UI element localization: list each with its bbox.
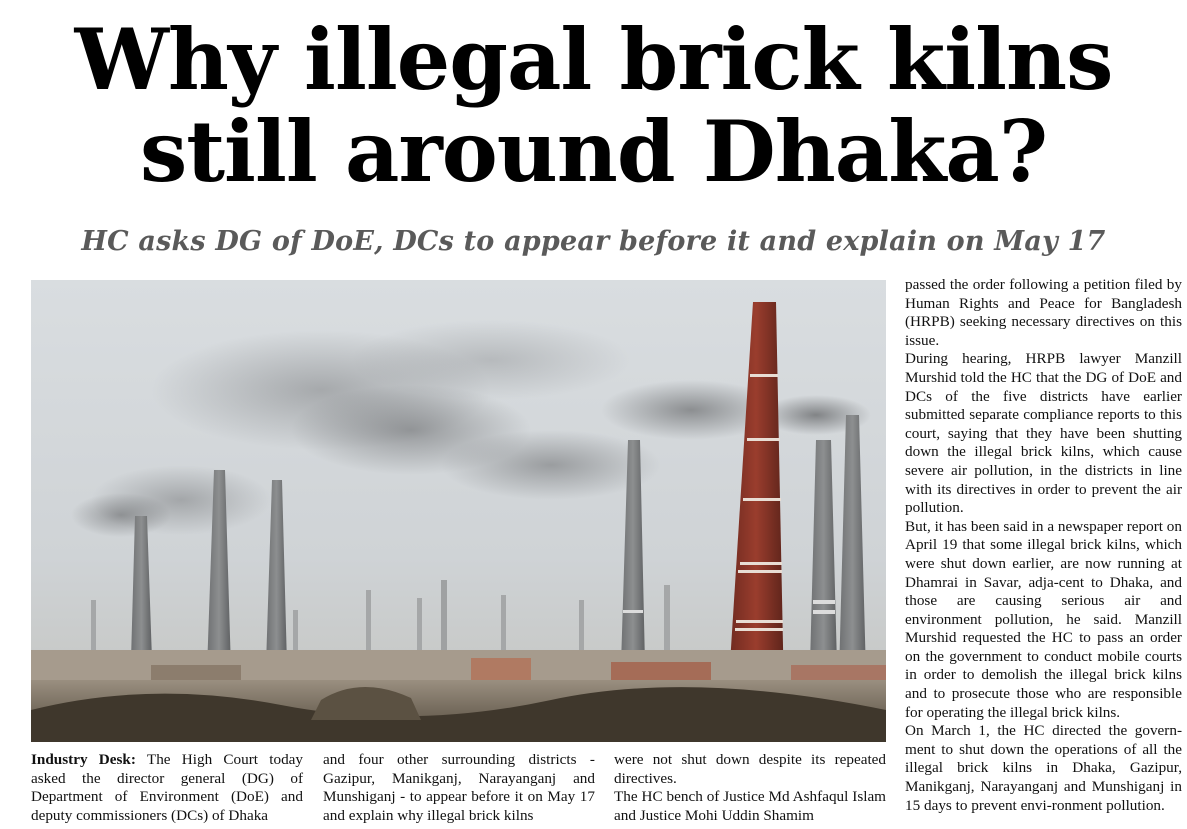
subheadline: HC asks DG of DoE, DCs to appear before it and explain on May 17	[81, 226, 1106, 257]
article-paragraph: passed the order following a petition filed by Human Rights and Peace for Bangladesh (HRPB) seeking necessary directives on this issue.	[905, 276, 1182, 349]
article-column-1	[31, 751, 303, 825]
article-paragraph: But, it has been said in a newspaper report on April 19 that some illegal brick kilns, which were shut down earlier, are now running at Dhamrai in Savar, adja-cent to Dhaka, and those are causing serious air and environment pollution, he said. Manzill Murshid requested the HC to pass an order on the government to conduct mobile courts in order to demolish the illegal brick kilns and to prosecute those who are responsible for operating the illegal brick kilns.	[905, 517, 1182, 721]
article-paragraph: On March 1, the HC directed the govern-ment to shut down the operations of all the illegal brick kilns in Dhaka, Gazipur, Manikganj, Narayanganj and Munshiganj in 15 days to prevent envi-ronment pollution.	[905, 722, 1182, 814]
article-paragraph: were not shut down despite its repeated directives. The HC bench of Justice Md Ashfaqul Islam and Justice Mohi Uddin Shamim	[614, 751, 886, 824]
article-column-2	[323, 751, 595, 825]
article-column-3	[614, 751, 886, 825]
dateline: Industry Desk:	[31, 751, 136, 768]
article-paragraph: and four other surrounding districts - Gazipur, Manikganj, Narayanganj and Munshiganj - to appear before it on May 17 and explain why illegal brick kilns	[323, 751, 595, 824]
article-paragraph: During hearing, HRPB lawyer Manzill Murshid told the HC that the DG of DoE and DCs of the five districts have earlier submitted separate compliance reports to this court, saying that they have been shutting down the illegal brick kilns, which cause severe air pollution, in the districts in line with its directives in order to prevent the air pollution.	[905, 350, 1182, 517]
headline: Why illegal brick kilns still around Dhaka?	[74, 10, 1113, 201]
article-column-right	[905, 276, 1182, 815]
article-paragraph: The High Court today asked the director general (DG) of Department of Environment (DoE) and deputy commissioners (DCs) of Dhaka	[31, 751, 303, 824]
brick-kiln-chimneys-photo	[31, 280, 886, 742]
